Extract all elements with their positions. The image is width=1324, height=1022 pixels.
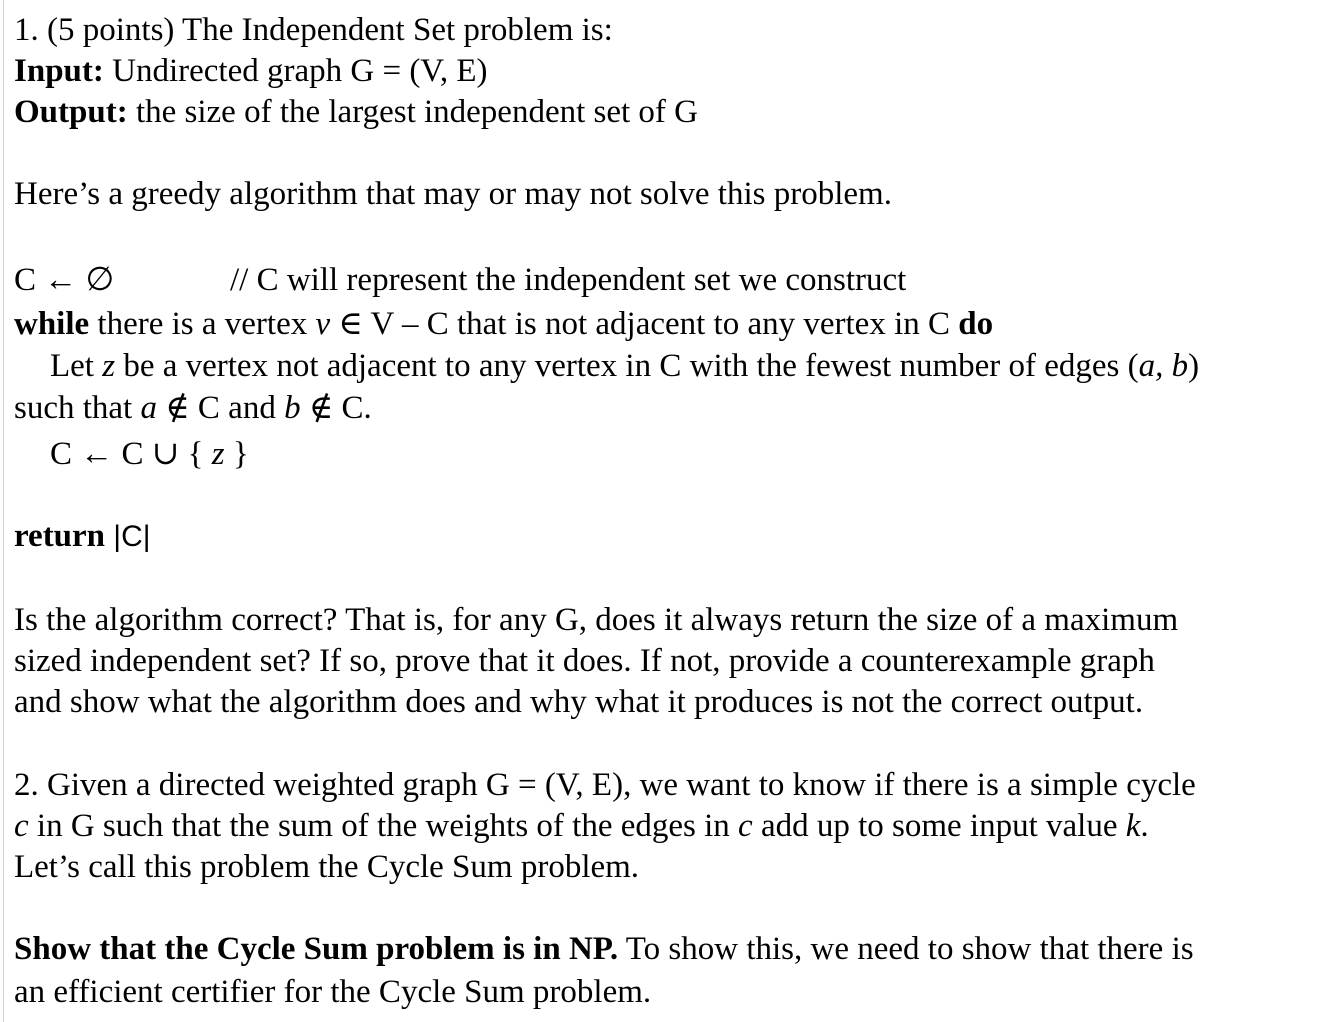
problem2-line1: 2. Given a directed weighted graph G = (V, E), we want to know if there is a simple cycle (14, 767, 1196, 803)
problem1-input (14, 51, 488, 92)
algorithm-init-comment: // C will represent the independent set we construct (230, 262, 907, 298)
algorithm-such-that-line: such that a ∉ C and b ∉ C. (14, 390, 372, 426)
problem2-last-line: an efficient certifier for the Cycle Sum problem. (14, 974, 652, 1010)
output-label: Output: (14, 94, 128, 130)
algorithm-init: C ← ∅ (14, 262, 115, 298)
algorithm-return-line: return |C| (14, 518, 151, 554)
algorithm-intro: Here’s a greedy algorithm that may or may not solve this problem. (14, 176, 892, 212)
question-line: sized independent set? If so, prove that it does. If not, provide a counterexample graph (14, 643, 1155, 679)
algorithm-update-line: C ← C ∪ { z } (50, 436, 249, 472)
output-text: the size of the largest independent set of G (127, 94, 699, 130)
problem2-line3: Let’s call this problem the Cycle Sum problem. (14, 849, 640, 885)
input-text: Undirected graph G = (V, E) (103, 53, 488, 89)
problem1-header: 1. (5 points) The Independent Set problem is: (14, 12, 613, 48)
algorithm-init-line (14, 260, 1014, 301)
input-label: Input: (14, 53, 104, 89)
algorithm-while-line: while there is a vertex v ∈ V – C that is not adjacent to any vertex in C do (14, 306, 994, 342)
show-np-bold: Show that the Cycle Sum problem is in NP. (14, 931, 619, 967)
question-line: Is the algorithm correct? That is, for any G, does it always return the size of a maximum (14, 602, 1179, 638)
problem2-line2: c in G such that the sum of the weights of the edges in c add up to some input value k. (14, 808, 1149, 844)
algorithm-let-line: Let z be a vertex not adjacent to any vertex in C with the fewest number of edges (a, b) (50, 348, 1200, 384)
problem2-show-line: Show that the Cycle Sum problem is in NP. To show this, we need to show that there is (14, 931, 1194, 967)
question-line: and show what the algorithm does and why what it produces is not the correct output. (14, 684, 1144, 720)
left-border (3, 0, 4, 1022)
problem1-output (14, 92, 698, 133)
